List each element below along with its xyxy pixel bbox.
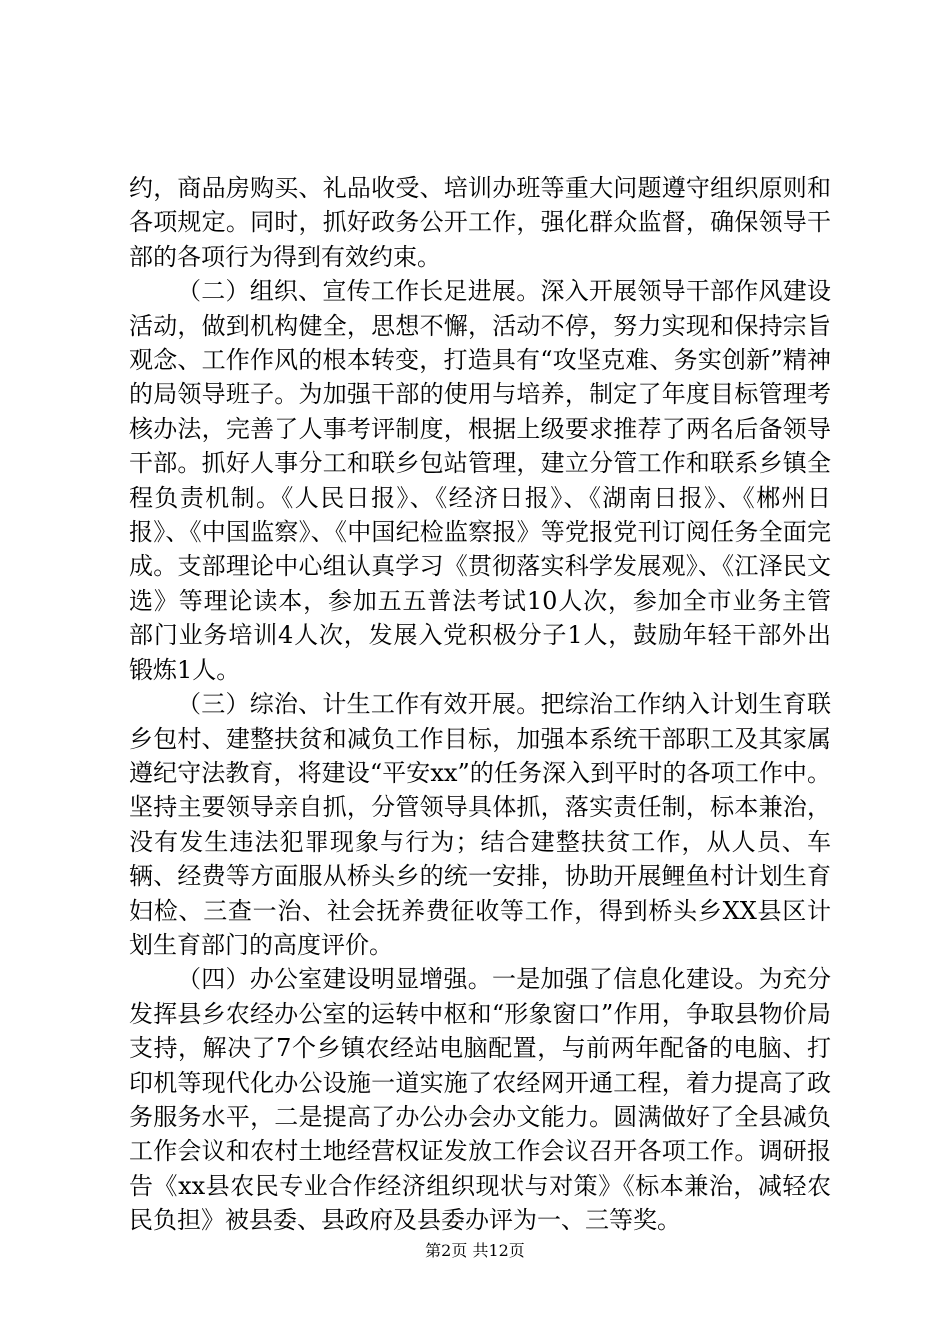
page-number-footer: 第2页 共12页 xyxy=(425,1241,525,1260)
paragraph-office-construction: （四）办公室建设明显增强。一是加强了信息化建设。为充分发挥县乡农经办公室的运转中枢和“形象窗口”作用，争取县物价局支持，解决了7个乡镇农经站电脑配置，与前两年配备的电脑、打印机等现代化办公设施一道实施了农经网开通工程，着力提高了政务服务水平，二是提高了办公办会办文能力。圆满做好了全县减负工作会议和农村土地经营权证发放工作会议召开各项工作。调研报告《xx县农民专业合作经济组织现状与对策》《标本兼治，减轻农民负担》被县委、县政府及县委办评为一、三等奖。 xyxy=(129,965,831,1235)
paragraph-organization-propaganda: （二）组织、宣传工作长足进展。深入开展领导干部作风建设活动，做到机构健全，思想不懈，活动不停，努力实现和保持宗旨观念、工作作风的根本转变，打造具有“攻坚克难、务实创新”精神的局领导班子。为加强干部的使用与培养，制定了年度目标管理考核办法，完善了人事考评制度，根据上级要求推荐了两名后备领导干部。抓好人事分工和联乡包站管理，建立分管工作和联系乡镇全程负责机制。《人民日报》、《经济日报》、《湖南日报》、《郴州日报》、《中国监察》、《中国纪检监察报》等党报党刊订阅任务全面完成。支部理论中心组认真学习《贯彻落实科学发展观》、《江泽民文选》等理论读本，参加五五普法考试10人次，参加全市业务主管部门业务培训4人次，发展入党积极分子1人，鼓励年轻干部外出锻炼1人。 xyxy=(129,277,831,684)
paragraph-continuation: 约，商品房购买、礼品收受、培训办班等重大问题遵守组织原则和各项规定。同时，抓好政务公开工作，强化群众监督，确保领导干部的各项行为得到有效约束。 xyxy=(129,174,831,271)
paragraph-security-family-planning: （三）综治、计生工作有效开展。把综治工作纳入计划生育联乡包村、建整扶贫和减负工作目标，加强本系统干部职工及其家属遵纪守法教育，将建设“平安xx”的任务深入到平时的各项工作中。坚持主要领导亲自抓，分管领导具体抓，落实责任制，标本兼治，没有发生违法犯罪现象与行为；结合建整扶贫工作，从人员、车辆、经费等方面服从桥头乡的统一安排，协助开展鲤鱼村计划生育妇检、三查一治、社会抚养费征收等工作，得到桥头乡XX县区计划生育部门的高度评价。 xyxy=(129,690,831,959)
document-body xyxy=(129,171,831,1238)
